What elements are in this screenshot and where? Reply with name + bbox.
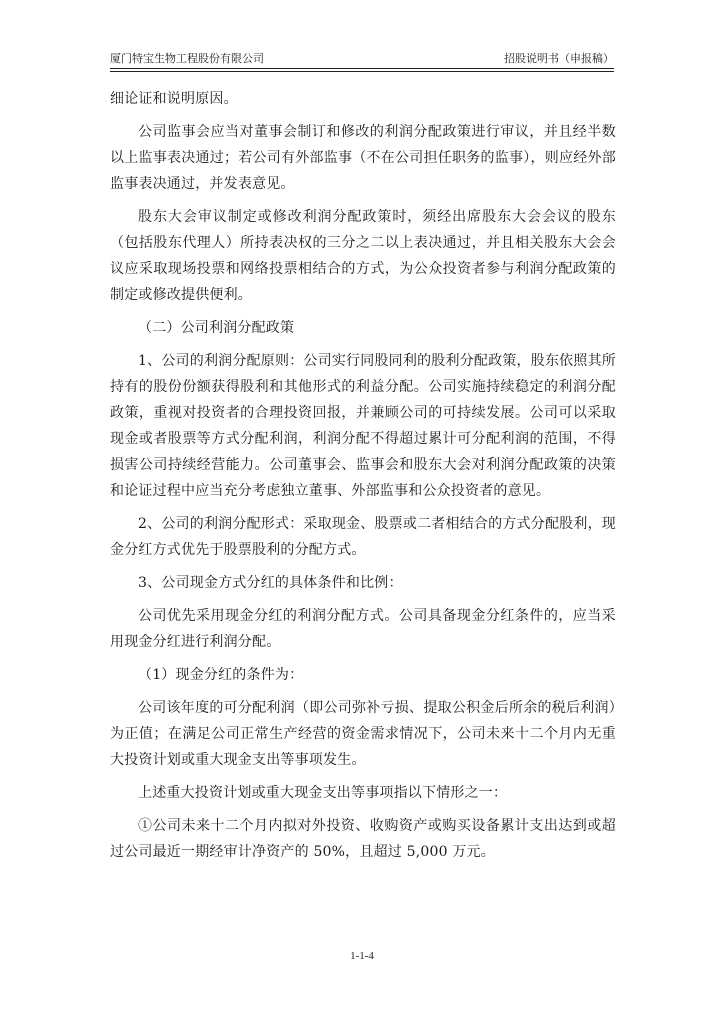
section-heading-profit-policy: （二）公司利润分配政策 (138, 320, 295, 336)
paragraph-cash-dividend-conditions-title: 3、公司现金方式分红的具体条件和比例： (138, 575, 403, 591)
paragraph-major-investment-intro: 上述重大投资计划或重大现金支出等事项指以下情形之一： (138, 785, 508, 801)
header-rule-thick (110, 68, 614, 69)
subheading-cash-dividend-conditions: （1）现金分红的条件为： (138, 667, 304, 683)
paragraph-shareholders-meeting: 股东大会审议制定或修改利润分配政策时，须经出席股东大会会议的股东（包括股东代理人）所持表决权的三分之二以上表决通过，并且相关股东大会会议应采取现场投票和网络投票相结合的方式，为公众投资者参与利润分配政策的制定或修改提供便利。 (110, 209, 616, 303)
paragraph-cash-dividend-priority: 公司优先采用现金分红的利润分配方式。公司具备现金分红条件的，应当采用现金分红进行利润分配。 (110, 608, 616, 650)
paragraph-supervisory-board: 公司监事会应当对董事会制订和修改的利润分配政策进行审议，并且经半数以上监事表决通过；若公司有外部监事（不在公司担任职务的监事），则应经外部监事表决通过，并发表意见。 (110, 124, 616, 192)
list-item-major-investment-1: ①公司未来十二个月内拟对外投资、收购资产或购买设备累计支出达到或超过公司最近一期经审计净资产的 50%，且超过 5,000 万元。 (110, 818, 616, 860)
header-company-name: 厦门特宝生物工程股份有限公司 (110, 52, 264, 65)
paragraph-distribution-form: 2、公司的利润分配形式：采取现金、股票或二者相结合的方式分配股利，现金分红方式优先于股票股利的分配方式。 (110, 516, 616, 558)
document-body (110, 86, 616, 872)
paragraph-distribution-principle: 1、公司的利润分配原则：公司实行同股同利的股利分配政策，股东依照其所持有的股份份额获得股利和其他形式的利益分配。公司实施持续稳定的利润分配政策，重视对投资者的合理投资回报，并兼顾公司的可持续发展。公司可以采取现金或者股票等方式分配利润，利润分配不得超过累计可分配利润的范围，不得损害公司持续经营能力。公司董事会、监事会和股东大会对利润分配政策的决策和论证过程中应当充分考虑独立董事、外部监事和公众投资者的意见。 (110, 353, 616, 499)
page-header (110, 50, 614, 66)
header-rule-thin (110, 71, 614, 72)
header-document-title: 招股说明书（申报稿） (504, 52, 614, 65)
paragraph-distributable-profit: 公司该年度的可分配利润（即公司弥补亏损、提取公积金后所余的税后利润）为正值；在满足公司正常生产经营的资金需求情况下，公司未来十二个月内无重大投资计划或重大现金支出等事项发生。 (110, 700, 616, 768)
paragraph-continuation: 细论证和说明原因。 (110, 91, 238, 107)
page-number: 1-1-4 (350, 950, 374, 962)
